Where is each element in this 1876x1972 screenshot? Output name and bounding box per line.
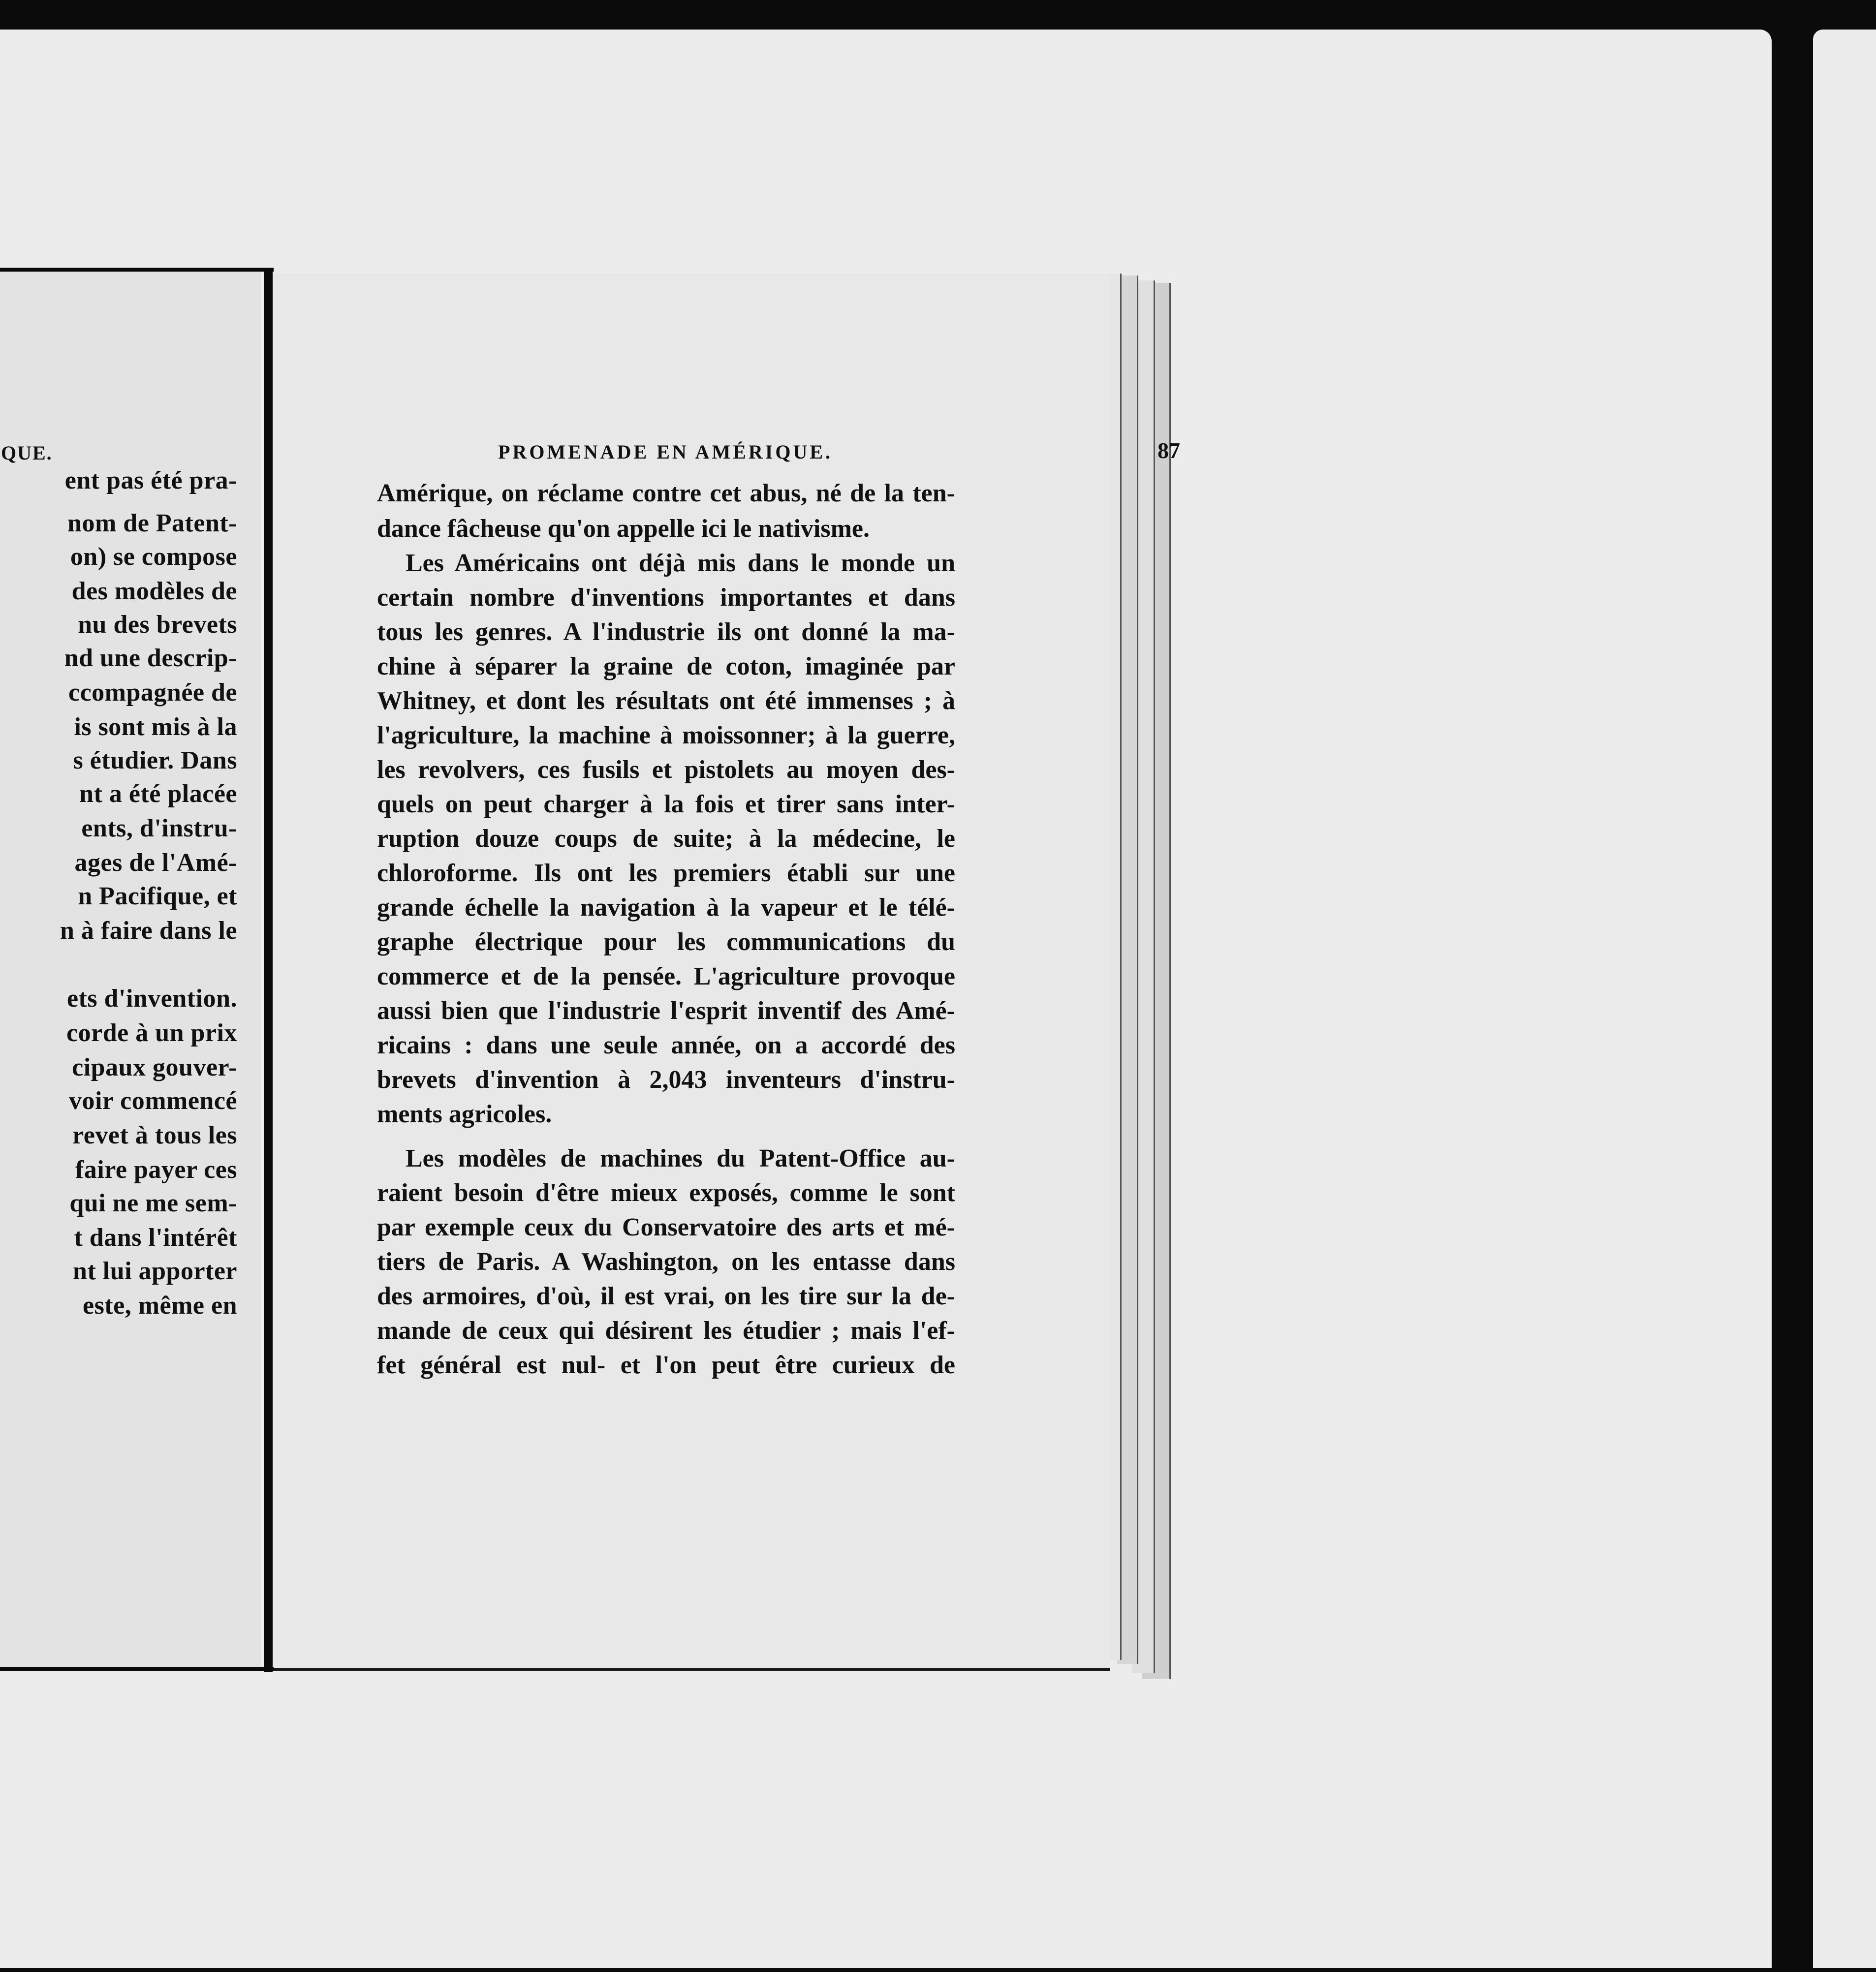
left-page-line: on) se compose bbox=[70, 543, 237, 571]
left-page-line: cipaux gouver- bbox=[72, 1053, 237, 1081]
microfilm-next-frame bbox=[1813, 30, 1876, 1968]
text-line: aussi bien que l'industrie l'esprit inventif des Amé- bbox=[377, 997, 955, 1025]
text-line: ruption douze coups de suite; à la médecine, le bbox=[377, 825, 955, 853]
left-page-line: nt lui apporter bbox=[73, 1257, 237, 1285]
text-line: grande échelle la navigation à la vapeur et le télé- bbox=[377, 894, 955, 922]
text-line: ments agricoles. bbox=[377, 1100, 552, 1128]
text-line: les revolvers, ces fusils et pistolets au moyen des- bbox=[377, 756, 955, 784]
text-line: chloroforme. Ils ont les premiers établi sur une bbox=[377, 859, 955, 887]
text-line: graphe électrique pour les communications du bbox=[377, 928, 955, 956]
left-page-line: des modèles de bbox=[71, 577, 237, 605]
left-page-line: n à faire dans le bbox=[60, 917, 237, 945]
text-line: Les modèles de machines du Patent-Office au- bbox=[406, 1144, 955, 1172]
left-page-line: voir commencé bbox=[69, 1087, 237, 1115]
text-line: tiers de Paris. A Washington, on les entasse dans bbox=[377, 1248, 955, 1276]
book-spine bbox=[264, 270, 273, 1672]
left-page-line: ages de l'Amé- bbox=[74, 849, 237, 877]
page-number: 87 bbox=[1157, 438, 1180, 463]
running-title: PROMENADE EN AMÉRIQUE. bbox=[498, 441, 833, 463]
text-line: quels on peut charger à la fois et tirer sans inter- bbox=[377, 790, 955, 818]
text-line: Les Américains ont déjà mis dans le monde un bbox=[406, 549, 955, 577]
left-page-line: n Pacifique, et bbox=[78, 882, 237, 910]
left-page-running-head: QUE. bbox=[1, 442, 53, 464]
text-line: des armoires, d'où, il est vrai, on les tire sur la de- bbox=[377, 1282, 955, 1310]
text-line: tous les genres. A l'industrie ils ont donné la ma- bbox=[377, 618, 955, 646]
left-page-line: s étudier. Dans bbox=[73, 746, 237, 774]
text-line: par exemple ceux du Conservatoire des arts et mé- bbox=[377, 1213, 955, 1241]
left-page-line: revet à tous les bbox=[72, 1121, 237, 1149]
running-head bbox=[498, 438, 1180, 470]
left-page-line: is sont mis à la bbox=[74, 713, 237, 741]
text-line: certain nombre d'inventions importantes et dans bbox=[377, 584, 955, 612]
left-page-line: este, même en bbox=[82, 1292, 237, 1320]
left-page-line: ents, d'instru- bbox=[81, 814, 237, 842]
left-page-line: ets d'invention. bbox=[66, 985, 237, 1013]
text-line: fet général est nul- et l'on peut être curieux de bbox=[377, 1351, 955, 1379]
spine-top-edge bbox=[0, 268, 274, 272]
text-line: mande de ceux qui désirent les étudier ; mais l'ef- bbox=[377, 1317, 955, 1345]
left-page-line: nd une descrip- bbox=[64, 644, 237, 672]
text-line: raient besoin d'être mieux exposés, comme le sont bbox=[377, 1179, 955, 1207]
left-page bbox=[0, 272, 261, 1669]
left-page-line: ccompagnée de bbox=[68, 678, 237, 707]
text-line: ricains : dans une seule année, on a accordé des bbox=[377, 1031, 955, 1059]
left-page-line: nt a été placée bbox=[79, 780, 237, 808]
text-line: commerce et de la pensée. L'agriculture provoque bbox=[377, 962, 955, 990]
left-page-line: nom de Patent- bbox=[67, 509, 237, 537]
left-page-line: faire payer ces bbox=[75, 1156, 237, 1184]
spine-bottom-edge bbox=[0, 1667, 274, 1671]
text-line: dance fâcheuse qu'on appelle ici le nativisme. bbox=[377, 515, 870, 543]
left-page-line: t dans l'intérêt bbox=[74, 1224, 237, 1252]
left-page-line: corde à un prix bbox=[66, 1019, 237, 1047]
left-page-line: qui ne me sem- bbox=[69, 1189, 237, 1217]
left-page-line: ent pas été pra- bbox=[64, 466, 237, 494]
text-line: chine à séparer la graine de coton, imaginée par bbox=[377, 652, 955, 680]
text-line: Amérique, on réclame contre cet abus, né de la ten- bbox=[377, 479, 955, 507]
left-page-line: nu des brevets bbox=[78, 611, 237, 639]
right-page bbox=[274, 273, 1180, 1671]
text-line: Whitney, et dont les résultats ont été immenses ; à bbox=[377, 687, 955, 715]
text-line: l'agriculture, la machine à moissonner; à la guerre, bbox=[377, 721, 955, 749]
text-line: brevets d'invention à 2,043 inventeurs d'instru- bbox=[377, 1066, 955, 1094]
